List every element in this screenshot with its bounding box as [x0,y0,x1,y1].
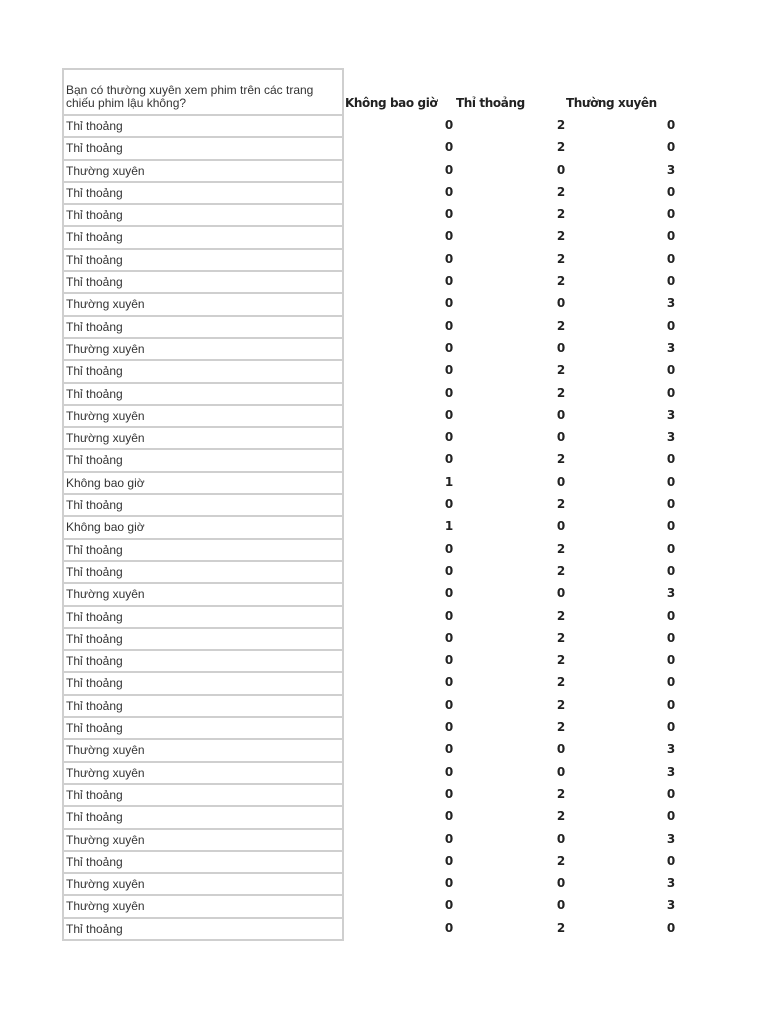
often-value: 0 [666,920,676,935]
never-value: 0 [444,608,454,623]
answer-cell: Thỉ thoảng [64,785,342,807]
answer-cell: Thường xuyên [64,406,342,428]
often-value: 3 [666,340,676,355]
often-value: 0 [666,474,676,489]
sometimes-value: 2 [556,853,566,868]
sometimes-value: 2 [556,720,566,735]
never-value: 0 [444,385,454,400]
answer-cell: Thỉ thoảng [64,205,342,227]
sometimes-value: 0 [556,474,566,489]
never-value: 0 [444,786,454,801]
never-value: 0 [444,229,454,244]
sometimes-value: 2 [556,452,566,467]
never-value: 0 [444,675,454,690]
never-value: 0 [444,274,454,289]
never-value: 0 [444,452,454,467]
often-value: 0 [666,452,676,467]
often-value: 3 [666,764,676,779]
never-value: 0 [444,541,454,556]
answer-cell: Thỉ thoảng [64,495,342,517]
answer-cell: Thỉ thoảng [64,718,342,740]
often-value: 0 [666,140,676,155]
answer-cell: Thường xuyên [64,584,342,606]
never-value: 0 [444,340,454,355]
often-value: 0 [666,720,676,735]
often-value: 3 [666,296,676,311]
often-value: 0 [666,363,676,378]
column-header-often: Thường xuyên [566,96,657,110]
sometimes-value: 2 [556,363,566,378]
answer-cell: Thỉ thoảng [64,807,342,829]
never-value: 0 [444,742,454,757]
answer-cell: Thường xuyên [64,763,342,785]
never-value: 0 [444,898,454,913]
often-value: 3 [666,898,676,913]
answer-cell: Thường xuyên [64,896,342,918]
sometimes-value: 0 [556,898,566,913]
answer-cell: Thỉ thoảng [64,317,342,339]
often-value: 0 [666,809,676,824]
sometimes-value: 2 [556,274,566,289]
never-value: 1 [444,474,454,489]
never-value: 0 [444,764,454,779]
sometimes-value: 2 [556,229,566,244]
sometimes-value: 0 [556,407,566,422]
never-value: 0 [444,296,454,311]
sometimes-value: 2 [556,251,566,266]
column-header-sometimes: Thỉ thoảng [456,96,525,110]
answer-cell: Thỉ thoảng [64,250,342,272]
never-value: 0 [444,809,454,824]
often-values [661,114,681,939]
often-value: 0 [666,229,676,244]
never-value: 0 [444,430,454,445]
often-value: 0 [666,519,676,534]
often-value: 0 [666,184,676,199]
answer-cell: Thỉ thoảng [64,384,342,406]
never-value: 0 [444,831,454,846]
often-value: 0 [666,497,676,512]
never-value: 0 [444,630,454,645]
often-value: 3 [666,430,676,445]
never-value: 0 [444,118,454,132]
never-value: 0 [444,251,454,266]
often-value: 0 [666,251,676,266]
answer-cells [64,116,342,941]
sometimes-value: 0 [556,519,566,534]
often-value: 0 [666,608,676,623]
sometimes-value: 2 [556,653,566,668]
answer-cell: Thỉ thoảng [64,919,342,941]
often-value: 3 [666,586,676,601]
answer-cell: Thỉ thoảng [64,629,342,651]
answer-cell: Thỉ thoảng [64,116,342,138]
answer-cell: Thường xuyên [64,874,342,896]
never-value: 0 [444,407,454,422]
sometimes-value: 2 [556,184,566,199]
sometimes-value: 2 [556,809,566,824]
answer-cell: Thỉ thoảng [64,540,342,562]
sometimes-value: 2 [556,920,566,935]
sometimes-value: 0 [556,296,566,311]
never-values [439,114,459,939]
sometimes-value: 2 [556,697,566,712]
often-value: 0 [666,563,676,578]
answer-cell: Không bao giờ [64,473,342,495]
never-value: 1 [444,519,454,534]
answer-cell: Thỉ thoảng [64,138,342,160]
answer-cell: Thỉ thoảng [64,227,342,249]
sometimes-value: 0 [556,430,566,445]
sometimes-value: 2 [556,497,566,512]
often-value: 0 [666,786,676,801]
sometimes-values [551,114,571,939]
answer-cell: Thường xuyên [64,428,342,450]
often-value: 3 [666,162,676,177]
answer-cell: Thỉ thoảng [64,696,342,718]
often-value: 0 [666,675,676,690]
never-value: 0 [444,140,454,155]
never-value: 0 [444,720,454,735]
sometimes-value: 2 [556,140,566,155]
often-value: 0 [666,385,676,400]
sometimes-value: 2 [556,630,566,645]
sometimes-value: 2 [556,385,566,400]
sometimes-value: 2 [556,118,566,132]
answer-cell: Thỉ thoảng [64,272,342,294]
answer-cell: Thỉ thoảng [64,183,342,205]
sometimes-value: 2 [556,608,566,623]
sometimes-value: 2 [556,207,566,222]
often-value: 3 [666,407,676,422]
sometimes-value: 2 [556,563,566,578]
never-value: 0 [444,697,454,712]
sometimes-value: 0 [556,764,566,779]
sometimes-value: 2 [556,318,566,333]
question-header: Bạn có thường xuyên xem phim trên các trang chiếu phim lậu không? [64,70,342,116]
never-value: 0 [444,184,454,199]
never-value: 0 [444,363,454,378]
often-value: 0 [666,630,676,645]
never-value: 0 [444,162,454,177]
answer-cell: Thỉ thoảng [64,673,342,695]
often-value: 0 [666,853,676,868]
often-value: 3 [666,742,676,757]
often-value: 0 [666,541,676,556]
sometimes-value: 0 [556,876,566,891]
often-value: 0 [666,118,676,132]
sometimes-value: 2 [556,786,566,801]
often-value: 0 [666,207,676,222]
sometimes-value: 0 [556,586,566,601]
answer-cell: Thường xuyên [64,339,342,361]
often-value: 0 [666,274,676,289]
never-value: 0 [444,876,454,891]
never-value: 0 [444,586,454,601]
answer-cell: Thường xuyên [64,740,342,762]
answer-cell: Thỉ thoảng [64,607,342,629]
sometimes-value: 2 [556,541,566,556]
never-value: 0 [444,207,454,222]
often-value: 0 [666,318,676,333]
sometimes-value: 0 [556,162,566,177]
answer-cell: Thỉ thoảng [64,651,342,673]
often-value: 0 [666,697,676,712]
never-value: 0 [444,853,454,868]
answer-cell: Thường xuyên [64,294,342,316]
often-value: 3 [666,831,676,846]
sometimes-value: 0 [556,340,566,355]
never-value: 0 [444,318,454,333]
answer-cell: Thỉ thoảng [64,361,342,383]
answer-cell: Thường xuyên [64,830,342,852]
answer-cell: Thường xuyên [64,161,342,183]
sometimes-value: 0 [556,831,566,846]
never-value: 0 [444,653,454,668]
never-value: 0 [444,920,454,935]
question-column [62,68,344,941]
column-header-never: Không bao giờ [345,96,438,110]
sometimes-value: 2 [556,675,566,690]
answer-cell: Thỉ thoảng [64,852,342,874]
never-value: 0 [444,497,454,512]
answer-cell: Thỉ thoảng [64,450,342,472]
answer-cell: Thỉ thoảng [64,562,342,584]
answer-cell: Không bao giờ [64,517,342,539]
never-value: 0 [444,563,454,578]
sometimes-value: 0 [556,742,566,757]
often-value: 3 [666,876,676,891]
often-value: 0 [666,653,676,668]
